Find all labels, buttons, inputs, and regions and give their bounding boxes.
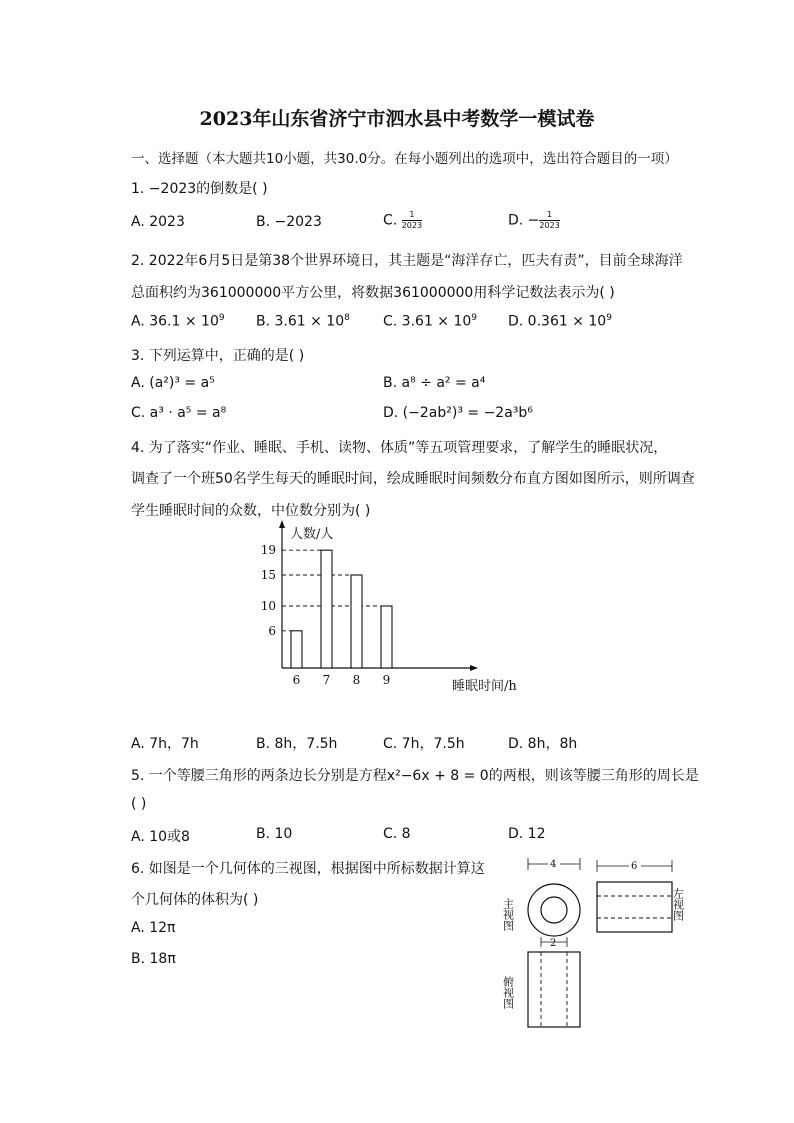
sleep-histogram — [240, 516, 550, 696]
q1-option-c — [383, 210, 422, 231]
histogram-bar — [321, 550, 332, 668]
y-tick-label: 10 — [260, 599, 276, 613]
q4-line1: 4. 为了落实“作业、睡眠、手机、读物、体质”等五项管理要求，了解学生的睡眠状况， — [131, 440, 668, 456]
q3-stem: 3. 下列运算中，正确的是( ) — [131, 348, 305, 364]
page-title: 2023年山东省济宁市泗水县中考数学一模试卷 — [199, 108, 595, 130]
q2-option-a: A. $36.1 \times 10^9$ — [131, 313, 225, 330]
q5-line1: 5. 一个等腰三角形的两条边长分别是方程x²−6x + 8 = 0的两根，则该等腰三角形的周长是 — [131, 768, 699, 784]
q4-option-a: A. 7h，7h — [131, 736, 199, 752]
front-view — [528, 857, 580, 936]
histogram-bar — [351, 575, 362, 668]
x-tick-label: 7 — [322, 673, 331, 687]
q2-line2: 总面积约为361000000平方公里，将数据361000000用科学记数法表示为( ) — [131, 285, 615, 301]
three-view-diagram — [500, 852, 700, 1032]
q1-option-c-fraction: $\frac{1}{2023}$ — [401, 210, 423, 230]
q2-line1: 2. 2022年6月5日是第38个世界环境日，其主题是“海洋存亡，匹夫有责”，目前全球海洋 — [131, 253, 683, 269]
top-view — [528, 937, 580, 1027]
dim-inner-label: 2 — [550, 938, 557, 949]
top-view-label: 俯视图 — [501, 976, 515, 1009]
y-tick-label: 15 — [260, 568, 276, 582]
q4-option-b: B. 8h，7.5h — [256, 736, 338, 752]
q2-option-c: C. $3.61 \times 10^9$ — [383, 313, 478, 330]
q1-option-c-label: C. — [383, 212, 398, 229]
dim-height-label: 6 — [631, 861, 638, 872]
q4-line3: 学生睡眠时间的众数，中位数分别为( ) — [131, 503, 371, 519]
q1-option-d-fraction: $\frac{1}{2023}$ — [539, 210, 560, 230]
q5-option-a: A. 10或8 — [131, 829, 190, 845]
q5-option-b: B. 10 — [256, 826, 293, 842]
dim-outer-label: 4 — [550, 859, 557, 870]
q2-option-d: D. $0.361 \times 10^9$ — [508, 313, 612, 330]
q6-line2: 个几何体的体积为( ) — [131, 892, 259, 908]
q1-option-d — [508, 210, 560, 231]
x-tick-label: 6 — [292, 673, 301, 687]
q3-option-a: A. (a²)³ = a⁵ — [131, 375, 215, 391]
x-axis-arrow-icon — [470, 665, 478, 671]
q4-option-d: D. 8h，8h — [508, 736, 578, 752]
q5-option-d: D. 12 — [508, 826, 546, 842]
q3-option-c: C. a³ · a⁵ = a⁸ — [131, 405, 227, 421]
y-axis-arrow-icon — [279, 520, 285, 528]
q1-stem: 1. −2023的倒数是( ) — [131, 181, 268, 197]
q5-option-c: C. 8 — [383, 826, 411, 842]
q1-option-a: A. 2023 — [131, 214, 185, 230]
histogram-bar — [381, 606, 392, 668]
left-view — [597, 859, 672, 932]
y-axis-label: 人数/人 — [290, 527, 334, 542]
q6-option-a: A. 12π — [131, 920, 176, 936]
x-tick-label: 9 — [382, 673, 391, 687]
front-view-label: 主视图 — [501, 898, 515, 931]
q3-option-d: D. (−2ab²)³ = −2a³b⁶ — [383, 405, 533, 421]
q4-line2: 调查了一个班50名学生每天的睡眠时间，绘成睡眠时间频数分布直方图如图所示，则所调查 — [131, 471, 695, 487]
section-heading: 一、选择题（本大题共10小题，共30.0分。在每小题列出的选项中，选出符合题目的一项） — [131, 151, 678, 167]
left-view-label: 左视图 — [671, 888, 685, 921]
q1-option-d-label: D. − — [508, 212, 540, 229]
x-axis-label: 睡眠时间/h — [452, 679, 517, 694]
y-tick-label: 6 — [268, 623, 276, 638]
q1-option-b: B. −2023 — [256, 214, 322, 230]
q4-option-c: C. 7h，7.5h — [383, 736, 465, 752]
q6-line1: 6. 如图是一个几何体的三视图，根据图中所标数据计算这 — [131, 861, 485, 877]
y-tick-label: 19 — [260, 543, 276, 558]
q2-option-b: B. $3.61 \times 10^8$ — [256, 313, 350, 330]
x-tick-label: 8 — [352, 673, 361, 687]
q3-option-b: B. a⁸ ÷ a² = a⁴ — [383, 375, 486, 391]
q6-option-b: B. 18π — [131, 951, 176, 967]
histogram-bar — [291, 631, 302, 668]
q5-line2: ( ) — [131, 796, 147, 812]
